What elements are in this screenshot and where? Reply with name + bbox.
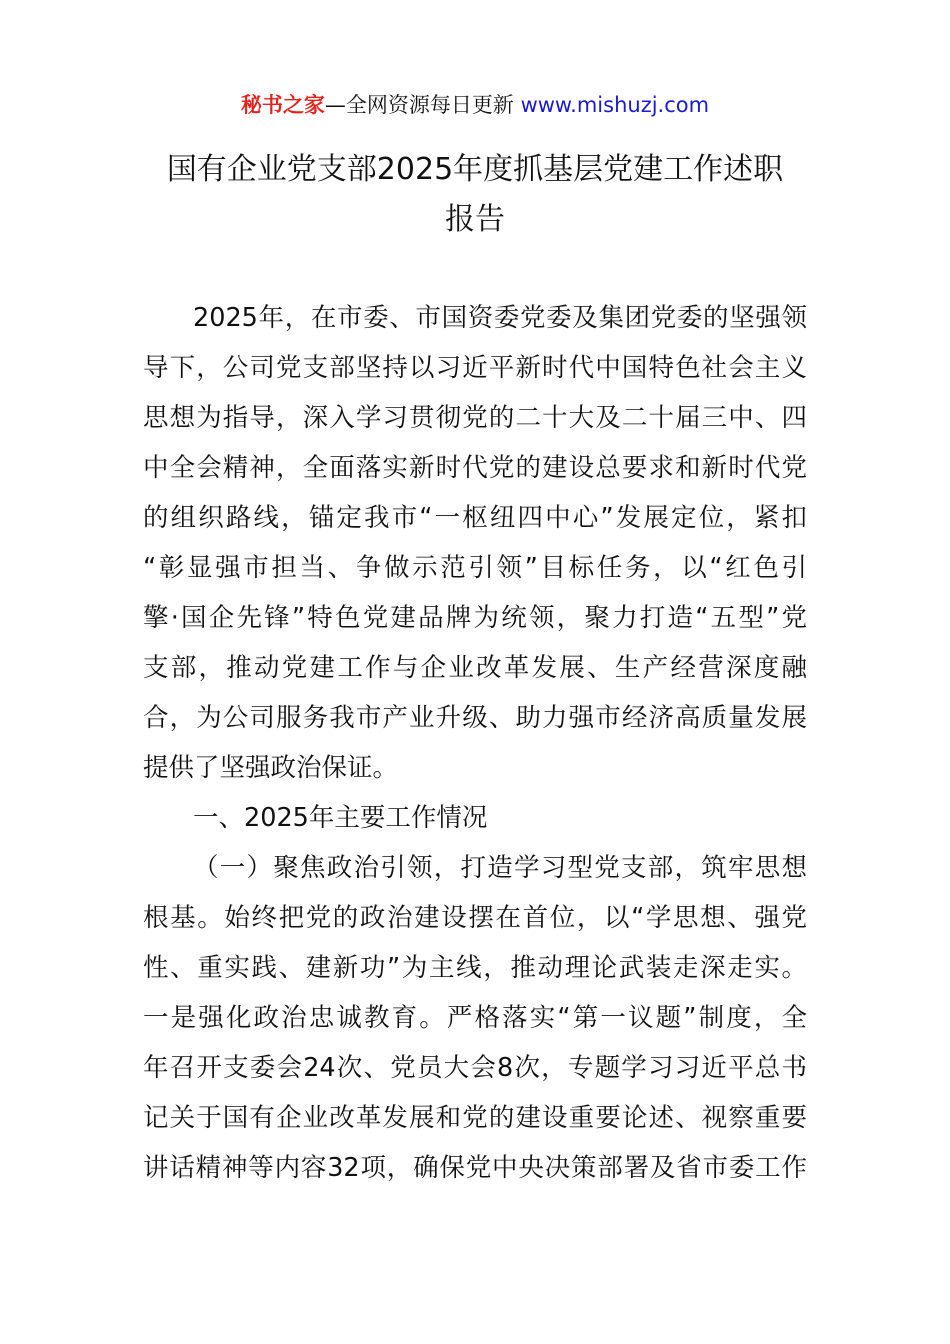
paragraph-line: 导下，公司党支部坚持以习近平新时代中国特色社会主义 <box>143 353 807 383</box>
paragraph-line: 支部，推动党建工作与企业改革发展、生产经营深度融 <box>143 653 807 683</box>
paragraph-line: 性、重实践、建新功”为主线，推动理论武装走深走实。 <box>143 953 807 983</box>
header-tagline: —全网资源每日更新 <box>324 93 514 117</box>
paragraph-line: 思想为指导，深入学习贯彻党的二十大及二十届三中、四 <box>143 403 807 433</box>
paragraph-line: 擎·国企先锋”特色党建品牌为统领，聚力打造“五型”党 <box>143 603 807 633</box>
paragraph-line: 年召开支委会24次、党员大会8次，专题学习习近平总书 <box>143 1053 807 1083</box>
site-url-link[interactable]: www.mishuzj.com <box>520 93 710 117</box>
paragraph-line: 讲话精神等内容32项，确保党中央决策部署及省市委工作 <box>143 1153 807 1183</box>
paragraph-line: 记关于国有企业改革发展和党的建设重要论述、视察重要 <box>143 1103 807 1133</box>
site-header <box>0 88 950 122</box>
document-title-line-2: 报告 <box>445 202 505 237</box>
section-heading: 一、2025年主要工作情况 <box>193 803 488 833</box>
paragraph-line: 的组织路线，锚定我市“一枢纽四中心”发展定位，紧扣 <box>143 503 807 533</box>
paragraph-line: 合，为公司服务我市产业升级、助力强市经济高质量发展 <box>143 703 807 733</box>
document-title-line-1: 国有企业党支部2025年度抓基层党建工作述职 <box>166 152 784 187</box>
brand-name: 秘书之家 <box>240 93 325 117</box>
paragraph-line: 中全会精神，全面落实新时代党的建设总要求和新时代党 <box>143 453 807 483</box>
paragraph-line: 一是强化政治忠诚教育。严格落实“第一议题”制度，全 <box>143 1003 807 1033</box>
paragraph-line: “彰显强市担当、争做示范引领”目标任务，以“红色引 <box>143 553 807 583</box>
paragraph-line: 根基。始终把党的政治建设摆在首位，以“学思想、强党 <box>143 903 807 933</box>
paragraph-line: 提供了坚强政治保证。 <box>143 753 399 783</box>
paragraph-line: （一）聚焦政治引领，打造学习型党支部，筑牢思想 <box>193 853 807 883</box>
paragraph-line: 2025年，在市委、市国资委党委及集团党委的坚强领 <box>193 303 807 333</box>
